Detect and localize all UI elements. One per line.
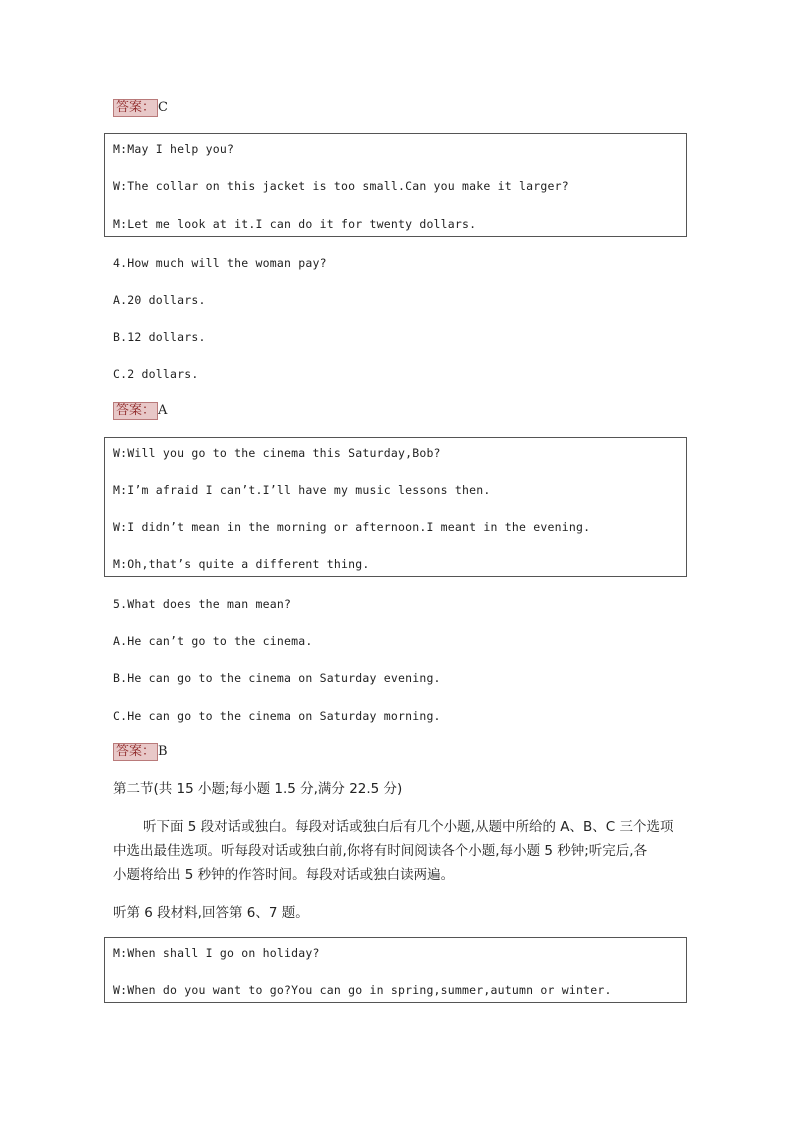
dialog-line: W:I didn’t mean in the morning or afternoon.I meant in the evening. xyxy=(113,520,591,534)
answer-value: C xyxy=(158,100,168,115)
dialog-line: M:I’m afraid I can’t.I’ll have my music lessons then. xyxy=(113,483,491,497)
material-intro: 听第 6 段材料,回答第 6、7 题。 xyxy=(113,905,309,921)
dialog-line: M:When shall I go on holiday? xyxy=(113,946,320,960)
option-4a: A.20 dollars. xyxy=(113,293,206,307)
instruction-line: 小题将给出 5 秒钟的作答时间。每段对话或独白读两遍。 xyxy=(113,867,455,883)
question-4: 4.How much will the woman pay? xyxy=(113,256,327,270)
dialog-box-3 xyxy=(104,133,687,237)
answer-label: 答案： xyxy=(113,743,158,761)
dialog-box-6 xyxy=(104,937,687,1003)
question-5: 5.What does the man mean? xyxy=(113,597,292,611)
answer-q5 xyxy=(113,743,168,761)
section-heading: 第二节(共 15 小题;每小题 1.5 分,满分 22.5 分) xyxy=(113,781,403,797)
instruction-line: 听下面 5 段对话或独白。每段对话或独白后有几个小题,从题中所给的 A、B、C 三个选项 xyxy=(143,819,674,835)
option-5b: B.He can go to the cinema on Saturday evening. xyxy=(113,671,441,685)
answer-label: 答案： xyxy=(113,402,158,420)
option-5c: C.He can go to the cinema on Saturday morning. xyxy=(113,709,441,723)
dialog-box-5 xyxy=(104,437,687,577)
answer-value: A xyxy=(158,403,168,418)
instruction-line: 中选出最佳选项。听每段对话或独白前,你将有时间阅读各个小题,每小题 5 秒钟;听完后,各 xyxy=(113,843,648,859)
answer-q3 xyxy=(113,99,168,117)
dialog-line: M:Let me look at it.I can do it for twenty dollars. xyxy=(113,217,477,231)
dialog-line: W:Will you go to the cinema this Saturday,Bob? xyxy=(113,446,441,460)
answer-value: B xyxy=(158,744,168,759)
option-4c: C.2 dollars. xyxy=(113,367,199,381)
answer-q4 xyxy=(113,402,167,420)
dialog-line: W:When do you want to go?You can go in spring,summer,autumn or winter. xyxy=(113,983,612,997)
dialog-line: M:Oh,that’s quite a different thing. xyxy=(113,557,370,571)
dialog-line: W:The collar on this jacket is too small.Can you make it larger? xyxy=(113,179,569,193)
answer-label: 答案： xyxy=(113,99,158,117)
option-5a: A.He can’t go to the cinema. xyxy=(113,634,313,648)
dialog-line: M:May I help you? xyxy=(113,142,235,156)
option-4b: B.12 dollars. xyxy=(113,330,206,344)
